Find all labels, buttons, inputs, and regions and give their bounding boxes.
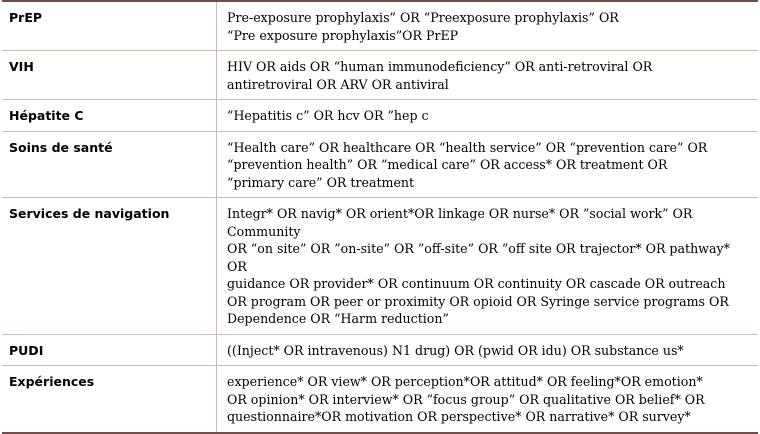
query-line: OR program OR peer or proximity OR opioid OR Syringe service programs OR xyxy=(227,293,729,309)
query-line: “Health care” OR healthcare OR “health service” OR “prevention care” OR xyxy=(227,139,708,155)
row-label: PrEP xyxy=(2,1,217,51)
row-query xyxy=(217,198,759,335)
query-line: Dependence OR “Harm reduction” xyxy=(227,311,449,326)
table-row-pudi xyxy=(2,334,758,366)
query-line: questionnaire*OR motivation OR perspective* OR narrative* OR survey* xyxy=(227,409,691,424)
table-row-hepatite-c xyxy=(2,100,758,132)
search-terms-table xyxy=(2,0,758,434)
query-line: antiretroviral OR ARV OR antiviral xyxy=(227,76,449,92)
query-line: “prevention health” OR “medical care” OR access* OR treatment OR xyxy=(227,157,668,172)
row-label: Hépatite C xyxy=(2,100,217,132)
row-query xyxy=(217,131,759,198)
query-line: OR opinion* OR interview* OR ”focus group” OR qualitative OR belief* OR xyxy=(227,391,705,407)
table-row-experiences xyxy=(2,366,758,433)
query-line: guidance OR provider* OR continuum OR continuity OR cascade OR outreach xyxy=(227,276,726,291)
row-label: VIH xyxy=(2,51,217,100)
row-query xyxy=(217,1,759,51)
row-label: PUDI xyxy=(2,334,217,366)
query-line: “Pre exposure prophylaxis”OR PrEP xyxy=(227,27,459,43)
query-line: OR “on site” OR ”on-site” OR ”off-site” OR ”off site OR trajector* OR pathway* OR xyxy=(227,241,730,274)
table-row-prep xyxy=(2,1,758,51)
row-label: Soins de santé xyxy=(2,131,217,198)
query-line: ((Inject* OR intravenous) N1 drug) OR (pwid OR idu) OR substance us* xyxy=(227,342,684,358)
query-line: HIV OR aids OR “human immunodeficiency” OR anti-retroviral OR xyxy=(227,59,653,74)
query-line: ”Hepatitis c” OR hcv OR ”hep c xyxy=(227,108,429,123)
table-row-vih xyxy=(2,51,758,100)
row-label: Services de navigation xyxy=(2,198,217,335)
row-label: Expériences xyxy=(2,366,217,433)
query-line: Integr* OR navig* OR orient*OR linkage OR nurse* OR ”social work” OR Community xyxy=(227,206,693,239)
row-query xyxy=(217,334,759,366)
query-line: experience* OR view* OR perception*OR attitud* OR feeling*OR emotion* xyxy=(227,374,703,389)
query-line: “primary care” OR treatment xyxy=(227,174,415,190)
query-line: Pre-exposure prophylaxis” OR “Preexposure prophylaxis” OR xyxy=(227,10,619,25)
row-query xyxy=(217,51,759,100)
row-query xyxy=(217,100,759,132)
table-row-soins-de-sante xyxy=(2,131,758,198)
row-query xyxy=(217,366,759,433)
table-row-services-de-navigation xyxy=(2,198,758,335)
